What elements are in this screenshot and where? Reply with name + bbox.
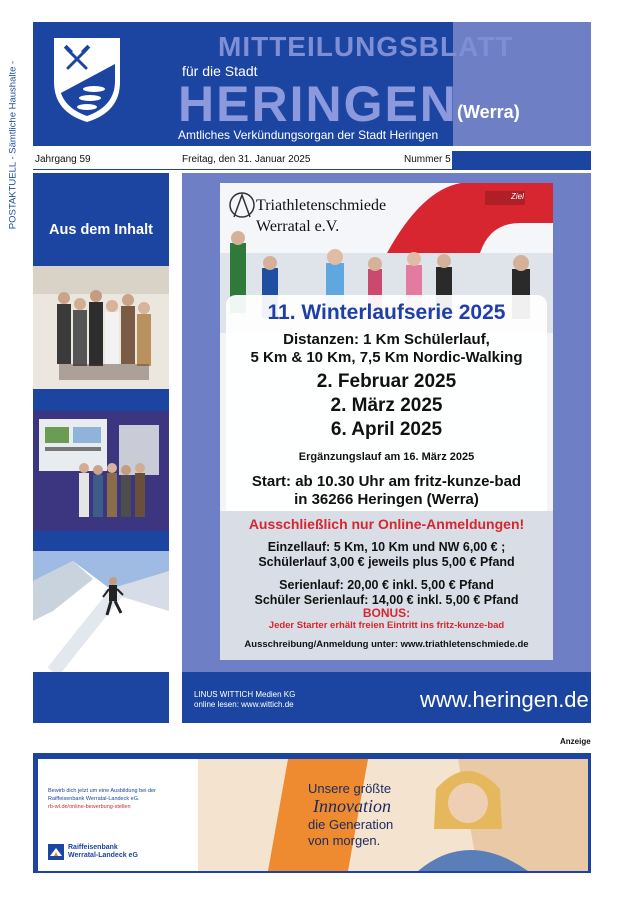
bank-name: [68, 844, 138, 860]
fee-student-run: Schülerlauf 3,00 € jeweils plus 5,00 € Pfand: [258, 555, 515, 569]
ad-small-text: [48, 787, 156, 811]
town-region: (Werra): [457, 102, 520, 122]
masthead-prefix: für die Stadt: [182, 63, 258, 79]
event-date-1: 2. Februar 2025: [316, 371, 457, 392]
photo-presentation[interactable]: [33, 411, 169, 531]
volume-label: Jahrgang 59: [35, 154, 91, 165]
bank-logo-icon: [48, 844, 64, 860]
ad-application-link[interactable]: rb-wl.de/online-bewerbung-stellen: [48, 804, 131, 810]
extra-run-date: Ergänzungslauf am 16. März 2025: [298, 451, 475, 463]
online-registration-notice: Ausschließlich nur Online-Anmeldungen!: [248, 516, 525, 532]
masthead-subtitle: Amtliches Verkündungsorgan der Stadt Heringen: [178, 128, 439, 142]
issue-info-accent: [452, 151, 591, 169]
photo-group-award[interactable]: [33, 266, 169, 389]
ad-small-line1: Bewirb dich jetzt um eine Ausbildung bei der: [48, 788, 156, 794]
event-title: 11. Winterlaufserie 2025: [267, 301, 506, 324]
registration-url[interactable]: Ausschreibung/Anmeldung unter: www.triathletenschmiede.de: [244, 639, 529, 650]
event-date-2: 2. März 2025: [330, 395, 443, 416]
event-poster[interactable]: [220, 183, 553, 660]
distances-line2: 5 Km & 10 Km, 7,5 Km Nordic-Walking: [250, 349, 523, 366]
start-info-line1: Start: ab 10.30 Uhr am fritz-kunze-bad: [251, 473, 522, 490]
bank-advertisement[interactable]: [38, 759, 588, 871]
town-website-link[interactable]: www.heringen.de: [420, 687, 589, 712]
issue-date: Freitag, den 31. Januar 2025: [182, 154, 311, 165]
ad-small-line2: Raiffeisenbank Werratal-Landeck eG.: [48, 796, 140, 802]
fee-student-series: Schüler Serienlauf: 14,00 € inkl. 5,00 € Pfand: [254, 593, 519, 607]
masthead-title: MITTEILUNGSBLATT: [218, 31, 514, 62]
town-name: HERINGEN: [178, 76, 458, 132]
publisher-online-link[interactable]: online lesen: www.wittich.de: [194, 700, 294, 709]
distances-line1: Distanzen: 1 Km Schülerlauf,: [283, 331, 490, 348]
club-name-line2: Werratal e.V.: [256, 218, 340, 235]
bonus-title: BONUS:: [362, 606, 411, 620]
publisher-name: LINUS WITTICH Medien KG: [194, 690, 296, 699]
event-date-3: 6. April 2025: [330, 419, 443, 440]
town-crest-icon: [50, 34, 124, 124]
fee-series-run: Serienlauf: 20,00 € inkl. 5,00 € Pfand: [279, 578, 494, 592]
ad-headline-3: von morgen.: [308, 833, 381, 848]
bonus-text: Jeder Starter erhält freien Eintritt ins fritz-kunze-bad: [268, 620, 505, 631]
start-info-line2: in 36266 Heringen (Werra): [294, 491, 479, 508]
postal-sidebar: [3, 40, 23, 250]
issue-number: Nummer 5: [404, 154, 451, 165]
ad-headline-script: Innovation: [313, 796, 391, 816]
publisher-info: [194, 690, 295, 710]
fee-single-run: Einzellauf: 5 Km, 10 Km und NW 6,00 € ;: [267, 540, 506, 554]
ad-headline-2: die Generation: [308, 817, 394, 832]
divider: [33, 169, 591, 170]
ad-headline-1: Unsere größte: [308, 781, 392, 796]
postal-sidebar-text: POSTAKTUELL - Sämtliche Haushalte -: [7, 60, 19, 230]
bank-name-line1: Raiffeisenbank: [68, 844, 118, 851]
photo-winter-runner[interactable]: [33, 551, 169, 672]
issue-info-bar: [33, 151, 591, 169]
finish-arch-label: Ziel: [511, 192, 524, 201]
club-name-line1: Triathletenschmiede: [256, 197, 387, 214]
ad-label: Anzeige: [560, 737, 591, 746]
bank-name-line2: Werratal-Landeck eG: [68, 852, 138, 859]
contents-heading: Aus dem Inhalt: [49, 222, 153, 238]
